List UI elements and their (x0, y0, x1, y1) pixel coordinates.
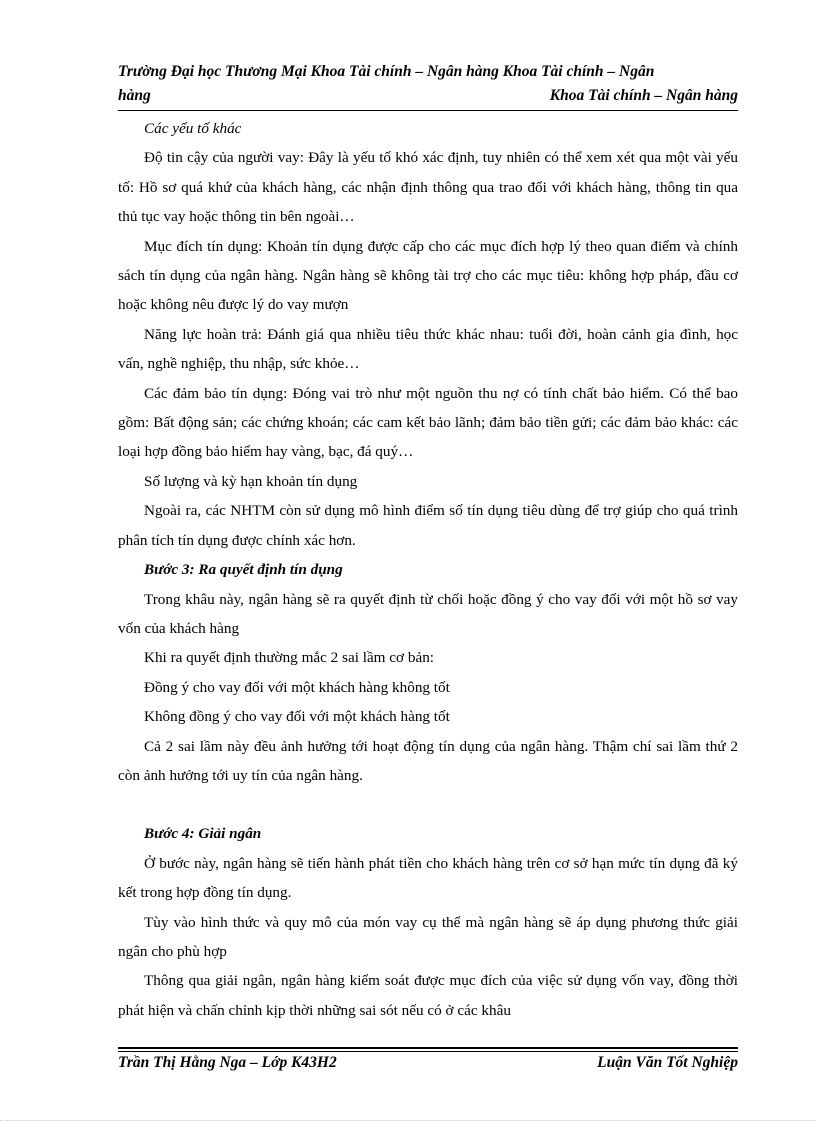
footer-title: Luận Văn Tốt Nghiệp (597, 1054, 738, 1071)
paragraph-decision: Trong khâu này, ngân hàng sẽ ra quyết định từ chối hoặc đồng ý cho vay đối với một hồ sơ vay vốn của khách hàng (118, 590, 738, 637)
paragraph-other-factors: Các yếu tố khác (144, 120, 242, 137)
header-line-2-right: Khoa Tài chính – Ngân hàng (549, 87, 738, 104)
footer-rule-thin (118, 1051, 738, 1052)
header-line-2-left: hàng (118, 87, 151, 104)
document-body (118, 114, 738, 1025)
header-line-1: Trường Đại học Thương Mại Khoa Tài chính – Ngân hàng Khoa Tài chính – Ngân (118, 63, 655, 80)
step4-heading: Bước 4: Giải ngân (144, 825, 262, 843)
paragraph-two-mistakes: Khi ra quyết định thường mắc 2 sai lầm cơ bản: (144, 649, 435, 667)
header-rule (118, 110, 738, 111)
section-spacer (118, 790, 738, 819)
paragraph-mistake-2: Không đồng ý cho vay đối với một khách hàng tốt (144, 708, 450, 726)
paragraph-disbursement-control: Thông qua giải ngân, ngân hàng kiểm soát được mục đích của việc sử dụng vốn vay, đồng thời phát hiện và chấn chỉnh kịp thời những sai sót nếu có ở các khâu (118, 972, 738, 1019)
paragraph-disbursement-method: Tùy vào hình thức và quy mô của món vay cụ thể mà ngân hàng sẽ áp dụng phương thức giải ngân cho phù hợp (118, 913, 738, 960)
paragraph-mistake-1: Đồng ý cho vay đối với một khách hàng không tốt (144, 678, 450, 696)
paragraph-credit-scoring: Ngoài ra, các NHTM còn sử dụng mô hình điểm số tín dụng tiêu dùng để trợ giúp cho quá trình phân tích tín dụng được chính xác hơn. (118, 502, 738, 549)
paragraph-mistake-impact: Cả 2 sai lầm này đều ảnh hưởng tới hoạt động tín dụng của ngân hàng. Thậm chí sai lầm thứ 2 còn ảnh hưởng tới uy tín của ngân hàng. (118, 737, 738, 784)
page-edge (0, 1120, 816, 1121)
footer-author: Trần Thị Hằng Nga – Lớp K43H2 (118, 1054, 337, 1071)
paragraph-repayment-capacity: Năng lực hoàn trả: Đánh giá qua nhiều tiêu thức khác nhau: tuổi đời, hoàn cảnh gia đình, học vấn, nghề nghiệp, thu nhập, sức khỏe… (118, 325, 738, 373)
header-line-2 (118, 84, 738, 108)
paragraph-amount-term: Số lượng và kỳ hạn khoản tín dụng (144, 472, 358, 490)
paragraph-credit-guarantees: Các đảm bảo tín dụng: Đóng vai trò như một nguồn thu nợ có tính chất bảo hiểm. Có thể bao gồm: Bất động sản; các chứng khoán; các cam kết bảo lãnh; đảm bảo tiền gửi; các đảm bảo khác: các loại hợp đồng bảo hiểm hay vàng, bạc, đá quý… (118, 384, 738, 461)
paragraph-disbursement: Ở bước này, ngân hàng sẽ tiến hành phát tiền cho khách hàng trên cơ sở hạn mức tín dụng đã ký kết trong hợp đồng tín dụng. (118, 854, 738, 902)
page-footer (118, 1054, 738, 1072)
paragraph-credit-purpose: Mục đích tín dụng: Khoản tín dụng được cấp cho các mục đích hợp lý theo quan điểm và chính sách tín dụng của ngân hàng. Ngân hàng sẽ không tài trợ cho các mục tiêu: không hợp pháp, đầu cơ hoặc không nêu được lý do vay mượn (118, 237, 738, 314)
step3-heading: Bước 3: Ra quyết định tín dụng (144, 561, 343, 579)
page-header (118, 60, 738, 108)
paragraph-borrower-credibility: Độ tin cậy của người vay: Đây là yếu tố khó xác định, tuy nhiên có thể xem xét qua một vài yếu tố: Hồ sơ quá khứ của khách hàng, các nhận định thông qua trao đổi với khách hàng, thông tin qua thủ tục vay hoặc thông tin bên ngoài… (118, 149, 738, 226)
footer-rule-thick (118, 1047, 738, 1049)
